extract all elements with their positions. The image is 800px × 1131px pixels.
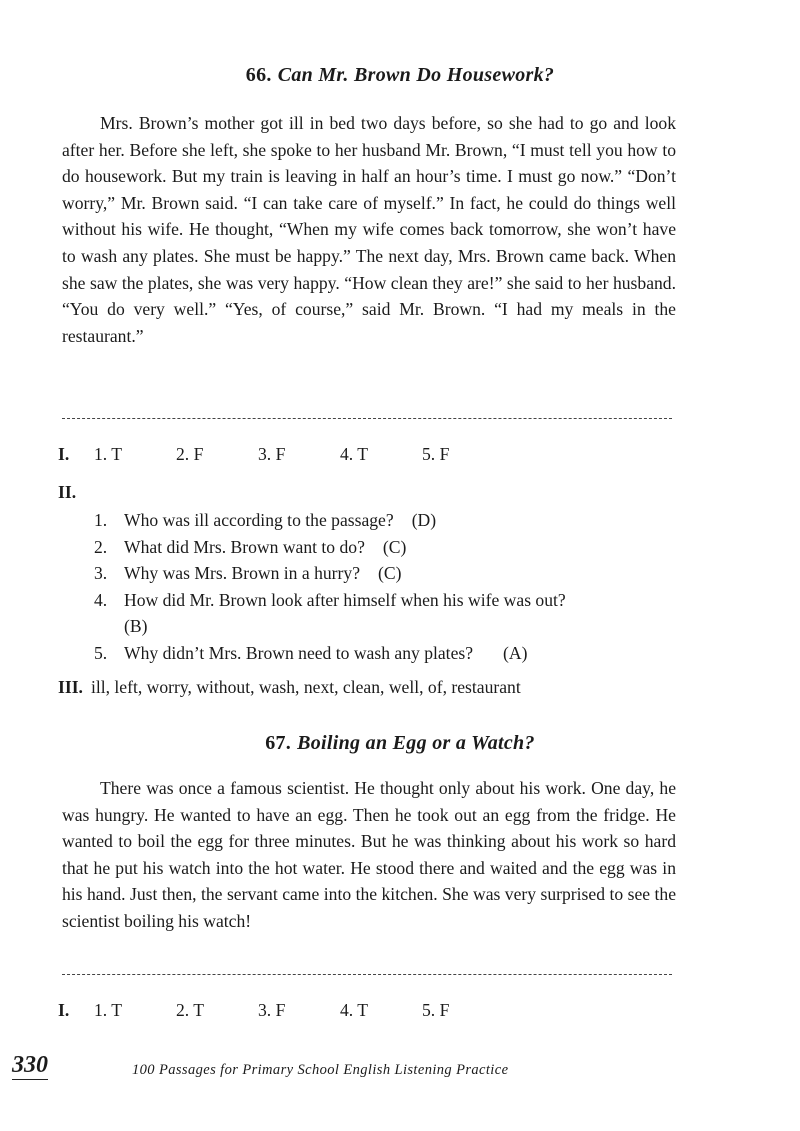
passage-66-questions — [94, 507, 684, 666]
passage-67-answers-I — [58, 1000, 504, 1021]
passage-66-number: 66. — [245, 64, 272, 86]
page-number: 330 — [12, 1052, 48, 1078]
passage-66-answers-I — [58, 444, 504, 465]
tf-answer: 4. T — [340, 444, 369, 464]
section-I-label: I. — [58, 444, 70, 464]
tf-answer: 1. T — [94, 1000, 123, 1020]
passage-67-number: 67. — [265, 732, 292, 754]
tf-answer: 1. T — [94, 444, 123, 464]
passage-66-heading — [0, 64, 800, 87]
divider-67 — [62, 974, 672, 975]
question-item: 5. Why didn’t Mrs. Brown need to wash any plates? (A) — [94, 642, 528, 663]
tf-answer: 4. T — [340, 1000, 369, 1020]
question-item: 2. What did Mrs. Brown want to do? (C) — [94, 536, 407, 557]
tf-answer: 2. T — [176, 1000, 205, 1020]
divider-66 — [62, 418, 672, 419]
passage-66-text: Mrs. Brown’s mother got ill in bed two days before, so she had to go and look after her. Before she left, she spoke to her husband Mr. Brown, “I must tell you how to do housework. But my train is leaving in half an hour’s time. I must go now.” “Don’t worry,” Mr. Brown said. “I can take care of myself.” In fact, he could do things well without his wife. He thought, “When my wife comes back tomorrow, she won’t have to wash any plates. She must be happy.” The next day, Mrs. Brown came back. When she saw the plates, she was very happy. “How clean they are!” she said to her husband. “You do very well.” “Yes, of course,” said Mr. Brown. “I had my meals in the restaurant.” — [62, 113, 676, 346]
section-III-label: III. — [58, 677, 83, 697]
passage-66-answers-III — [58, 677, 521, 698]
passage-67-text: There was once a famous scientist. He thought only about his work. One day, he was hungry. He wanted to have an egg. Then he took out an egg from the fridge. He wanted to boil the egg for three minutes. But he was thinking about his work so hard that he put his watch into the hot water. He stood there and waited and the egg was in his hand. Just then, the servant came into the kitchen. She was very surprised to see the scientist boiling his watch! — [62, 778, 676, 931]
word-list: ill, left, worry, without, wash, next, clean, well, of, restaurant — [90, 677, 521, 697]
passage-67-heading — [0, 732, 800, 755]
tf-answer: 5. F — [422, 444, 450, 464]
question-item: 1. Who was ill according to the passage? (D) — [94, 510, 437, 530]
passage-67-title: Boiling an Egg or a Watch? — [297, 732, 535, 754]
tf-answer: 3. F — [258, 444, 286, 464]
section-II-label: II. — [58, 482, 77, 502]
section-I-label: I. — [58, 1000, 70, 1020]
question-item: 3. Why was Mrs. Brown in a hurry? (C) — [94, 563, 402, 583]
tf-answer: 5. F — [422, 1000, 450, 1020]
book-title-footer: 100 Passages for Primary School English Listening Practice — [132, 1062, 509, 1078]
question-item: 4. How did Mr. Brown look after himself when his wife was out? (B) — [94, 589, 566, 636]
tf-answer: 2. F — [176, 444, 204, 464]
passage-66-title: Can Mr. Brown Do Housework? — [277, 64, 555, 86]
tf-answer: 3. F — [258, 1000, 286, 1020]
